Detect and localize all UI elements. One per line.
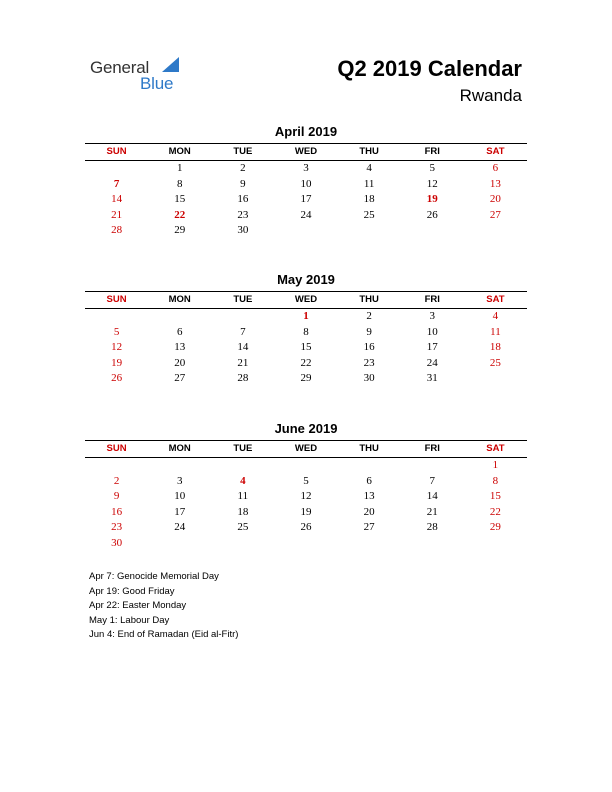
- weekday-label: TUE: [233, 294, 253, 305]
- day-cell: 4: [492, 310, 499, 322]
- brand-logo: [90, 55, 200, 95]
- day-cell: [401, 223, 464, 239]
- day-cell: 16: [111, 505, 123, 518]
- day-cell: 13: [489, 177, 501, 190]
- day-cell: 9: [113, 490, 120, 502]
- day-cell: 11: [490, 325, 501, 338]
- weekday-label: FRI: [424, 146, 440, 157]
- day-cell: 14: [237, 341, 249, 353]
- week-row: [85, 223, 527, 239]
- day-cell: 14: [111, 193, 123, 205]
- holiday-note: Apr 22: Easter Monday: [89, 600, 187, 611]
- day-cell: 22: [174, 208, 186, 221]
- month-title: May 2019: [277, 272, 335, 287]
- day-cell: [401, 458, 464, 474]
- day-cell: 25: [237, 521, 249, 533]
- day-cell: 4: [366, 162, 372, 174]
- day-cell: 7: [240, 325, 246, 338]
- month-title: April 2019: [274, 124, 338, 139]
- logo-word-general: General: [90, 58, 150, 77]
- day-cell: 12: [300, 490, 312, 502]
- holiday-note: Jun 4: End of Ramadan (Eid al-Fitr): [89, 629, 239, 640]
- day-cell: 12: [111, 341, 123, 353]
- day-cell: 16: [363, 341, 375, 353]
- day-cell: 23: [111, 521, 123, 533]
- day-cell: 31: [426, 372, 438, 384]
- day-cell: 26: [300, 521, 312, 533]
- month-block: [85, 421, 527, 551]
- day-cell: [211, 309, 274, 325]
- day-cell: 6: [176, 325, 183, 338]
- day-cell: [338, 223, 401, 239]
- week-row: [85, 325, 527, 341]
- day-cell: 30: [111, 536, 123, 549]
- weekday-label: SUN: [106, 146, 127, 157]
- week-row: [85, 309, 527, 325]
- day-cell: [211, 536, 274, 552]
- day-cell: [274, 458, 337, 474]
- country-name: Rwanda: [459, 86, 522, 105]
- day-cell: 2: [240, 162, 246, 174]
- logo-word-blue: Blue: [140, 74, 174, 93]
- day-cell: 2: [366, 310, 372, 322]
- day-cell: [338, 458, 401, 474]
- holiday-note: Apr 19: Good Friday: [89, 585, 175, 597]
- day-cell: 3: [429, 310, 436, 322]
- day-cell: 18: [237, 505, 249, 518]
- day-cell: 1: [176, 162, 183, 174]
- day-cell: 11: [237, 490, 249, 502]
- day-cell: 13: [174, 341, 186, 353]
- day-cell: 7: [429, 474, 436, 487]
- day-cell: [85, 309, 148, 325]
- day-cell: 7: [113, 177, 120, 190]
- day-cell: 5: [303, 474, 309, 487]
- weekday-header: [85, 144, 527, 160]
- weekday-label: MON: [168, 294, 191, 305]
- week-row: [85, 489, 527, 505]
- month-title: June 2019: [274, 421, 338, 436]
- week-row: [85, 505, 527, 521]
- day-cell: 3: [303, 162, 309, 174]
- day-cell: 5: [113, 325, 120, 338]
- day-cell: 17: [300, 193, 312, 205]
- day-cell: 2: [113, 474, 120, 487]
- day-cell: 1: [303, 310, 309, 322]
- week-row: [85, 371, 527, 387]
- day-cell: 26: [426, 208, 438, 221]
- day-cell: 11: [363, 177, 375, 190]
- week-row: [85, 356, 527, 372]
- weekday-label: FRI: [424, 294, 440, 305]
- weekday-label: FRI: [424, 443, 440, 454]
- day-cell: 27: [174, 372, 186, 384]
- day-cell: 19: [111, 356, 123, 369]
- weekday-label: WED: [294, 294, 318, 305]
- day-cell: 29: [174, 224, 186, 236]
- day-cell: [274, 536, 337, 552]
- day-cell: 15: [174, 193, 186, 205]
- weekday-label: THU: [359, 294, 379, 305]
- day-cell: 22: [300, 356, 312, 369]
- weekday-label: THU: [359, 443, 379, 454]
- weekday-label: TUE: [233, 443, 253, 454]
- day-cell: 5: [429, 162, 436, 174]
- day-cell: 17: [174, 505, 186, 518]
- week-row: [85, 161, 527, 177]
- day-cell: 15: [300, 341, 312, 353]
- day-cell: 29: [300, 372, 312, 384]
- day-cell: 10: [426, 325, 438, 338]
- day-cell: [274, 223, 337, 239]
- day-cell: 8: [176, 177, 183, 190]
- day-cell: [464, 223, 527, 239]
- day-cell: 21: [237, 356, 249, 369]
- day-cell: 6: [366, 474, 372, 487]
- day-cell: 12: [426, 177, 438, 190]
- week-row: [85, 474, 527, 490]
- week-row: [85, 536, 527, 552]
- day-cell: 20: [489, 193, 501, 205]
- weekday-label: MON: [168, 146, 191, 157]
- logo-triangle-icon: [162, 57, 179, 72]
- day-cell: 27: [363, 521, 375, 533]
- day-cell: 20: [174, 356, 186, 369]
- day-cell: 18: [489, 341, 501, 353]
- day-cell: 6: [492, 162, 499, 174]
- day-cell: [85, 458, 148, 474]
- weekday-label: SAT: [486, 294, 505, 305]
- day-cell: 8: [492, 474, 499, 487]
- weekday-label: MON: [168, 443, 191, 454]
- week-row: [85, 520, 527, 536]
- day-cell: [148, 536, 211, 552]
- day-cell: [464, 371, 527, 387]
- day-cell: 28: [111, 224, 123, 236]
- day-cell: [338, 536, 401, 552]
- holiday-note: Apr 7: Genocide Memorial Day: [89, 571, 219, 582]
- day-cell: 30: [363, 372, 375, 384]
- day-cell: 18: [363, 193, 375, 205]
- page-title: Q2 2019 Calendar: [337, 56, 522, 81]
- day-cell: [401, 536, 464, 552]
- day-cell: 20: [363, 505, 375, 518]
- holiday-note: May 1: Labour Day: [89, 614, 170, 626]
- day-cell: 14: [426, 490, 438, 502]
- day-cell: 9: [366, 325, 372, 338]
- day-cell: 17: [426, 341, 438, 353]
- day-cell: 29: [489, 521, 501, 533]
- day-cell: [464, 536, 527, 552]
- weekday-label: WED: [294, 146, 318, 157]
- day-cell: 28: [426, 521, 438, 533]
- weekday-label: SAT: [486, 146, 505, 157]
- weekday-label: WED: [294, 443, 318, 454]
- day-cell: [211, 458, 274, 474]
- week-row: [85, 208, 527, 224]
- week-row: [85, 340, 527, 356]
- day-cell: 25: [489, 356, 501, 369]
- day-cell: 19: [426, 193, 438, 205]
- month-block: [85, 272, 527, 387]
- day-cell: 8: [303, 325, 309, 338]
- day-cell: 24: [300, 208, 312, 221]
- holiday-notes: [89, 570, 238, 643]
- day-cell: 26: [111, 372, 123, 384]
- day-cell: 1: [492, 459, 499, 471]
- day-cell: 10: [174, 490, 186, 502]
- month-block: [85, 124, 527, 239]
- day-cell: 24: [426, 356, 438, 369]
- weekday-label: TUE: [233, 146, 253, 157]
- day-cell: [85, 161, 148, 177]
- day-cell: [148, 458, 211, 474]
- weekday-label: THU: [359, 146, 379, 157]
- weekday-label: SUN: [106, 443, 127, 454]
- weekday-header: [85, 292, 527, 308]
- day-cell: 21: [111, 208, 123, 221]
- day-cell: 13: [363, 490, 375, 502]
- day-cell: 28: [237, 372, 249, 384]
- week-row: [85, 458, 527, 474]
- day-cell: 3: [176, 474, 183, 487]
- day-cell: 21: [426, 505, 438, 518]
- day-cell: 23: [363, 356, 375, 369]
- day-cell: 16: [237, 193, 249, 205]
- weekday-header: [85, 441, 527, 457]
- day-cell: 22: [489, 505, 501, 518]
- day-cell: 15: [489, 490, 501, 502]
- day-cell: 27: [489, 208, 501, 221]
- weekday-label: SAT: [486, 443, 505, 454]
- day-cell: 23: [237, 208, 249, 221]
- week-row: [85, 177, 527, 193]
- weekday-label: SUN: [106, 294, 127, 305]
- day-cell: 24: [174, 521, 186, 533]
- week-row: [85, 192, 527, 208]
- day-cell: 25: [363, 208, 375, 221]
- day-cell: 19: [300, 505, 312, 518]
- day-cell: 30: [237, 224, 249, 236]
- day-cell: 10: [300, 177, 312, 190]
- day-cell: 9: [240, 177, 246, 190]
- day-cell: 4: [240, 474, 246, 487]
- day-cell: [148, 309, 211, 325]
